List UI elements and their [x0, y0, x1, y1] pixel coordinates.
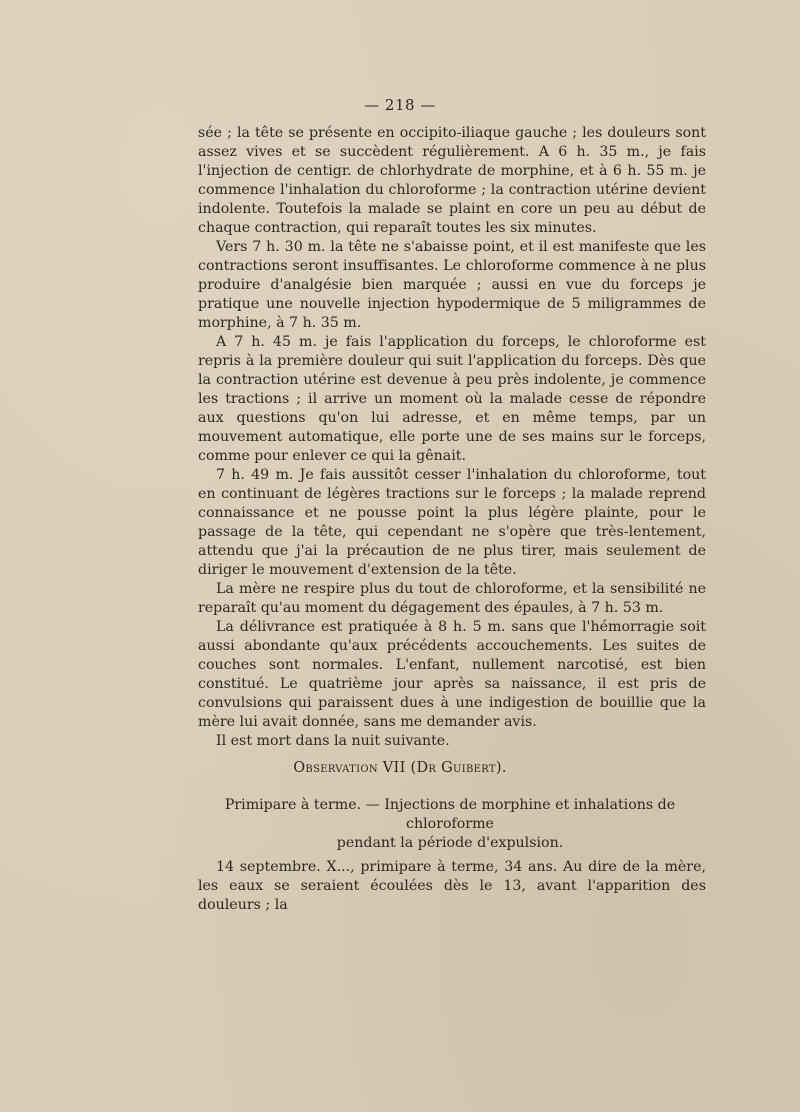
paragraph: Il est mort dans la nuit suivante.	[216, 733, 450, 749]
paragraph: 7 h. 49 m. Je fais aussitôt cesser l'inhalation du chloroforme, tout en continuant de légères tractions sur le forceps ; la malade reprend connaissance et ne pousse point la plus légère plainte, pour le passage de la tête, qui cependant ne s'opère que très-lentement, attendu que j'ai la précaution de ne plus tirer, mais seulement de diriger le mouvement d'extension de la tête.	[198, 467, 706, 578]
observation-title: Observation VII (Dr Guibert).	[293, 760, 507, 776]
observation-body	[198, 858, 706, 915]
paragraph: A 7 h. 45 m. je fais l'application du forceps, le chloroforme est repris à la première douleur qui suit l'application du forceps. Dès que la contraction utérine est devenue à peu près indolente, je commence les tractions ; il arrive un moment où la malade cesse de répondre aux questions qu'on lui adresse, et en même temps, par un mouvement automatique, elle porte une de ses mains sur le forceps, comme pour enlever ce qui la gênait.	[198, 334, 706, 464]
paragraph: sée ; la tête se présente en occipito-iliaque gauche ; les douleurs sont assez vives et se succèdent régulièrement. A 6 h. 35 m., je fais l'injection de centigr. de chlorhydrate de morphine, et à 6 h. 55 m. je commence l'inhalation du chloroforme ; la contraction utérine devient indolente. Toutefois la malade se plaint en core un peu au début de chaque contraction, qui reparaît toutes les six minutes.	[198, 125, 706, 236]
observation-subtitle	[200, 796, 700, 853]
paragraph: La mère ne respire plus du tout de chloroforme, et la sensibilité ne reparaît qu'au moment du dégagement des épaules, à 7 h. 53 m.	[198, 581, 706, 616]
body-text	[198, 124, 706, 751]
observation-subtitle-line: pendant la période d'expulsion.	[336, 835, 564, 851]
paragraph: 14 septembre. X..., primipare à terme, 34 ans. Au dire de la mère, les eaux se seraient écoulées dès le 13, avant l'apparition des douleurs ; la	[198, 859, 706, 913]
paragraph: La délivrance est pratiquée à 8 h. 5 m. sans que l'hémorragie soit aussi abondante qu'aux précédents accouchements. Les suites de couches sont normales. L'enfant, nullement narcotisé, est bien constitué. Le quatrième jour après sa naissance, il est pris de convulsions qui paraissent dues à une indigestion de bouillie que la mère lui avait donnée, sans me demander avis.	[198, 619, 706, 730]
page-number: — 218 —	[364, 96, 436, 114]
observation-subtitle-line: Primipare à terme. — Injections de morphine et inhalations de chloroforme	[224, 797, 676, 832]
paragraph: Vers 7 h. 30 m. la tête ne s'abaisse point, et il est manifeste que les contractions seront insuffisantes. Le chloroforme commence à ne plus produire d'analgésie bien marquée ; aussi en vue du forceps je pratique une nouvelle injection hypodermique de 5 miligrammes de morphine, à 7 h. 35 m.	[198, 239, 706, 331]
